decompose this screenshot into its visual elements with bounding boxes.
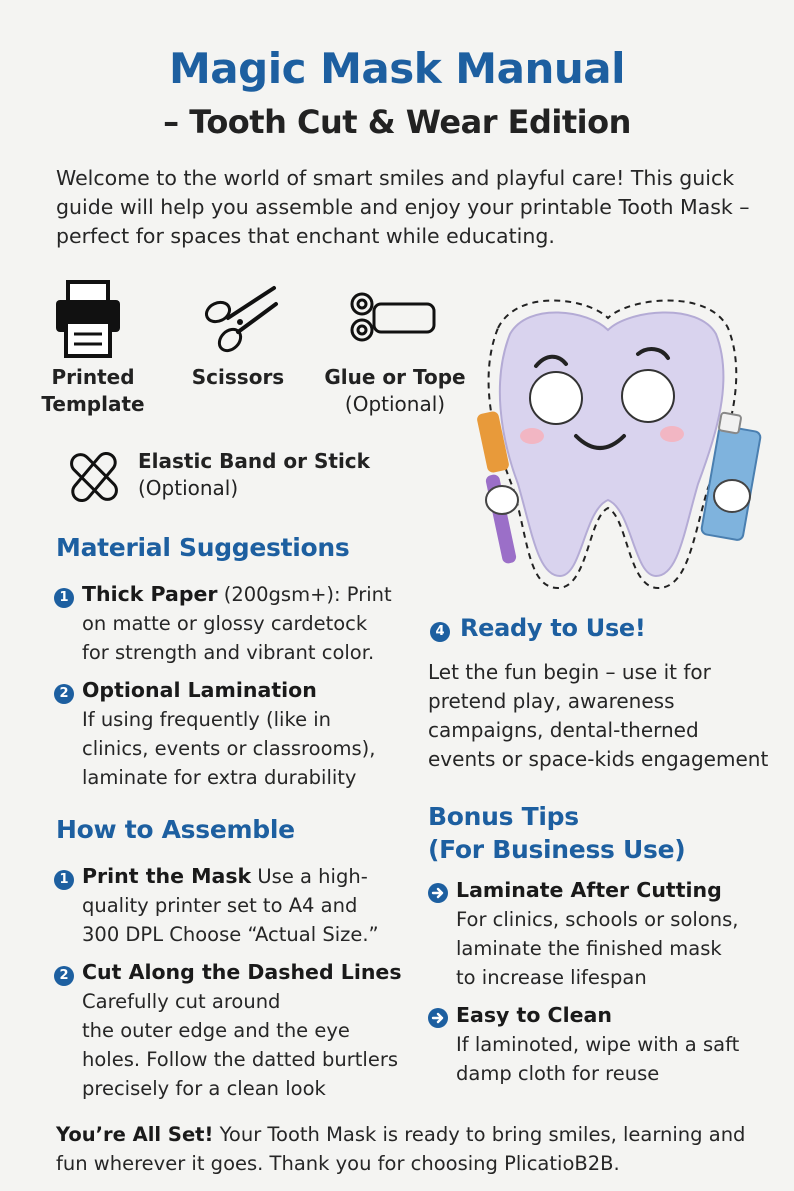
item-text: damp cloth for reuse <box>456 1062 660 1085</box>
elastic-band-icon <box>60 440 124 510</box>
footer-text: Your Tooth Mask is ready to bring smiles, learning and <box>213 1123 746 1146</box>
footer-bold: You’re All Set! <box>56 1123 214 1146</box>
item-text: laminate the finished mask <box>456 937 722 960</box>
ready-line: pretend play, awareness <box>428 689 675 713</box>
item-title: Cut Along the Dashed Lines <box>82 960 402 984</box>
step-number-badge: 2 <box>54 684 74 704</box>
ready-line: campaigns, dental-therned <box>428 718 699 742</box>
item-text: on matte or glossy cardetock <box>82 612 368 635</box>
item-text: Carefully cut around <box>82 990 281 1013</box>
material-printed-template <box>40 364 146 418</box>
bonus-tips-heading <box>428 800 685 866</box>
bonus-heading-line1: Bonus Tips <box>428 802 579 831</box>
item-text: the outer edge and the eye <box>82 1019 350 1042</box>
item-title: Print the Mask <box>82 864 252 888</box>
how-to-assemble-heading: How to Assemble <box>56 815 295 844</box>
step-number-badge: 1 <box>54 870 74 890</box>
material-optional: (Optional) <box>138 476 239 500</box>
material-label: Glue or Tope <box>324 365 466 389</box>
footer-message <box>56 1120 756 1178</box>
material-label-line2: Template <box>41 392 145 416</box>
step-number-badge: 4 <box>430 622 450 642</box>
item-text: holes. Follow the datted burtlers <box>82 1048 399 1071</box>
item-text: (200gsm+): Print <box>217 583 392 606</box>
material-suggestion-item <box>82 580 422 667</box>
item-text: For clinics, schools or solons, <box>456 908 739 931</box>
material-suggestions-heading: Material Suggestions <box>56 533 350 562</box>
item-text: clinics, events or classrooms), <box>82 737 376 760</box>
item-title: Laminate After Cutting <box>456 878 722 902</box>
item-title: Optional Lamination <box>82 678 317 702</box>
ready-line: events or space-kids engagement <box>428 747 769 771</box>
material-suggestion-item <box>82 676 422 792</box>
item-title: Easy to Clean <box>456 1003 612 1027</box>
intro-paragraph: Welcome to the world of smart smiles and playful care! This guick guide will help you assemble and enjoy your printable Tooth Mask – perfect for spaces that enchant while educating. <box>56 166 750 248</box>
step-number-badge: 2 <box>54 966 74 986</box>
item-text: Use a high- <box>251 865 368 888</box>
tooth-mascot-illustration <box>458 288 768 594</box>
scissors-icon <box>200 282 280 358</box>
item-text: to increase lifespan <box>456 966 647 989</box>
item-text: precisely for a clean look <box>82 1077 326 1100</box>
footer-text-line2: fun wherever it goes. Thank you for choosing PlicatioB2B. <box>56 1152 620 1175</box>
arrow-right-icon <box>428 1008 448 1028</box>
ready-to-use-heading: Ready to Use! <box>460 614 646 642</box>
material-optional: (Optional) <box>344 392 446 416</box>
bonus-tip-item <box>456 1001 786 1088</box>
material-label: Scissors <box>191 365 285 389</box>
item-text: 300 DPL Choose “Actual Size.” <box>82 923 379 946</box>
material-label: Elastic Band or Stick <box>138 449 370 473</box>
material-glue-tape <box>320 364 470 418</box>
material-label: Printed <box>51 365 135 389</box>
bonus-heading-line2: (For Business Use) <box>428 835 686 864</box>
glue-tape-icon <box>348 290 438 346</box>
page-subtitle: – Tooth Cut & Wear Edition <box>163 103 631 141</box>
item-text: If laminoted, wipe with a saft <box>456 1033 740 1056</box>
bonus-tip-item <box>456 876 786 992</box>
item-text: laminate for extra durability <box>82 766 357 789</box>
arrow-right-icon <box>428 883 448 903</box>
item-text: quality printer set to A4 and <box>82 894 358 917</box>
material-scissors <box>188 364 288 391</box>
item-text: for strength and vibrant color. <box>82 641 375 664</box>
page-title: Magic Mask Manual <box>169 44 625 93</box>
material-elastic-band <box>138 448 378 502</box>
assemble-step <box>82 862 422 949</box>
item-title: Thick Paper <box>82 582 218 606</box>
assemble-step <box>82 958 422 1103</box>
item-text: If using frequently (like in <box>82 708 332 731</box>
ready-to-use-text <box>428 658 778 774</box>
step-number-badge: 1 <box>54 588 74 608</box>
ready-line: Let the fun begin – use it for <box>428 660 711 684</box>
printer-icon <box>52 280 124 360</box>
